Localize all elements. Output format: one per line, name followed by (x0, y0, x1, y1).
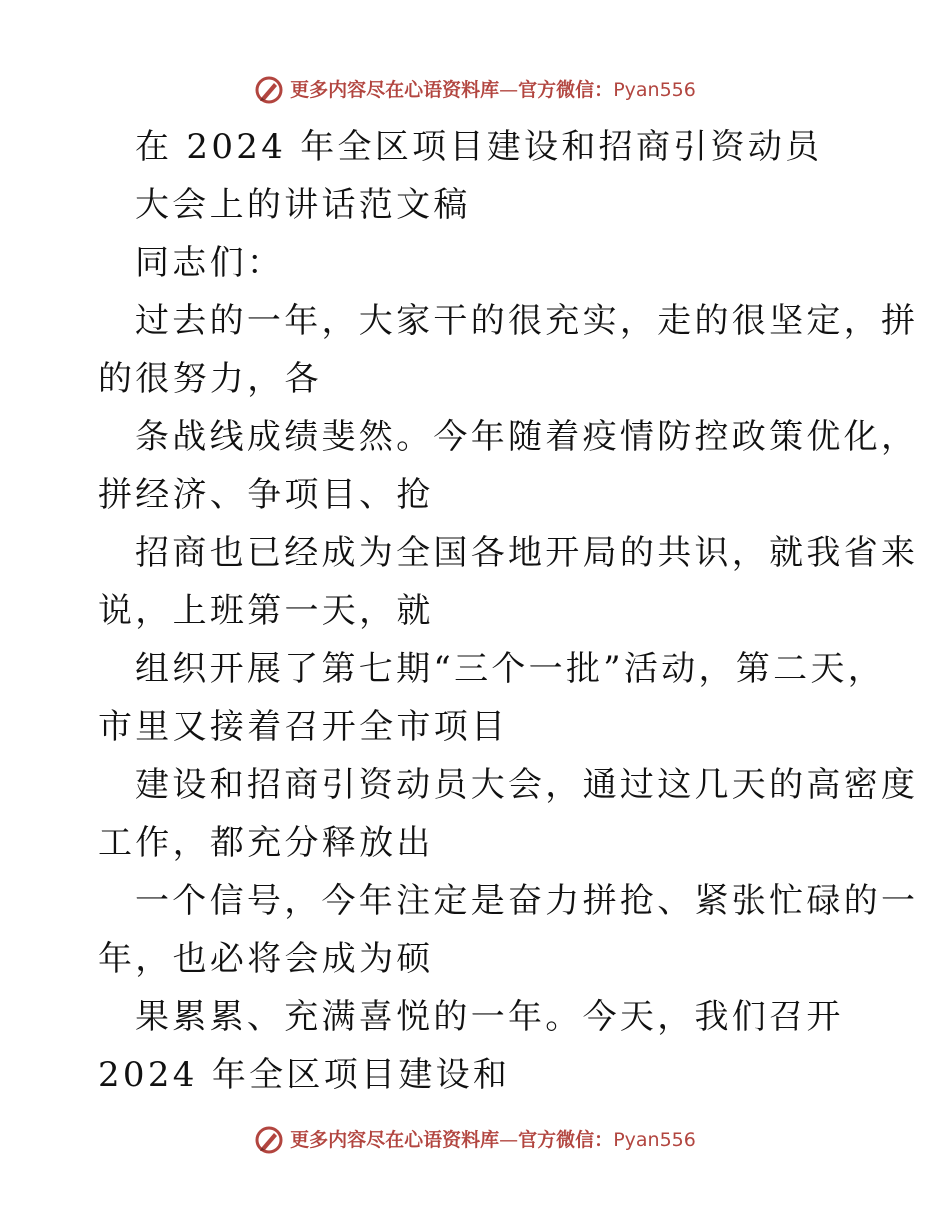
doc-line-15: 年，也必将会成为硕 (98, 939, 434, 979)
doc-line-9: 说，上班第一天，就 (98, 591, 434, 631)
banner-account: Pyan556 (613, 79, 696, 101)
banner-brand: 更多内容尽在心语资料库 (290, 1129, 500, 1151)
banner-separator: — (499, 1129, 519, 1151)
pen-logo-icon (254, 1125, 284, 1155)
doc-line-10: 组织开展了第七期“三个一批”活动，第二天， (135, 649, 886, 689)
doc-line-13: 工作，都充分释放出 (98, 823, 434, 863)
banner-text (290, 1125, 696, 1155)
pen-logo-icon (254, 75, 284, 105)
doc-line-6: 条战线成绩斐然。今年随着疫情防控政策优化， (135, 417, 919, 457)
banner-text (290, 75, 696, 105)
doc-line-14: 一个信号，今年注定是奋力拼抢、紧张忙碌的一 (135, 881, 919, 921)
doc-line-12: 建设和招商引资动员大会，通过这几天的高密度 (135, 765, 919, 805)
banner-account: Pyan556 (613, 1129, 696, 1151)
banner-brand: 更多内容尽在心语资料库 (290, 79, 500, 101)
doc-line-16: 果累累、充满喜悦的一年。今天，我们召开 (135, 997, 844, 1037)
doc-line-8: 招商也已经成为全国各地开局的共识，就我省来 (135, 533, 919, 573)
doc-line-2: 大会上的讲话范文稿 (135, 185, 471, 225)
doc-line-1: 在 2024 年全区项目建设和招商引资动员 (135, 127, 823, 167)
doc-line-11: 市里又接着召开全市项目 (98, 707, 509, 747)
doc-line-17: 2024 年全区项目建设和 (98, 1055, 511, 1095)
doc-line-7: 拼经济、争项目、抢 (98, 475, 434, 515)
doc-line-4: 过去的一年，大家干的很充实，走的很坚定，拼 (135, 301, 919, 341)
header-banner (0, 70, 950, 110)
banner-official: 官方微信： (518, 79, 614, 101)
footer-banner (0, 1120, 950, 1160)
banner-official: 官方微信： (518, 1129, 614, 1151)
banner-separator: — (499, 79, 519, 101)
doc-line-5: 的很努力，各 (98, 359, 322, 399)
doc-line-3: 同志们： (135, 243, 285, 283)
